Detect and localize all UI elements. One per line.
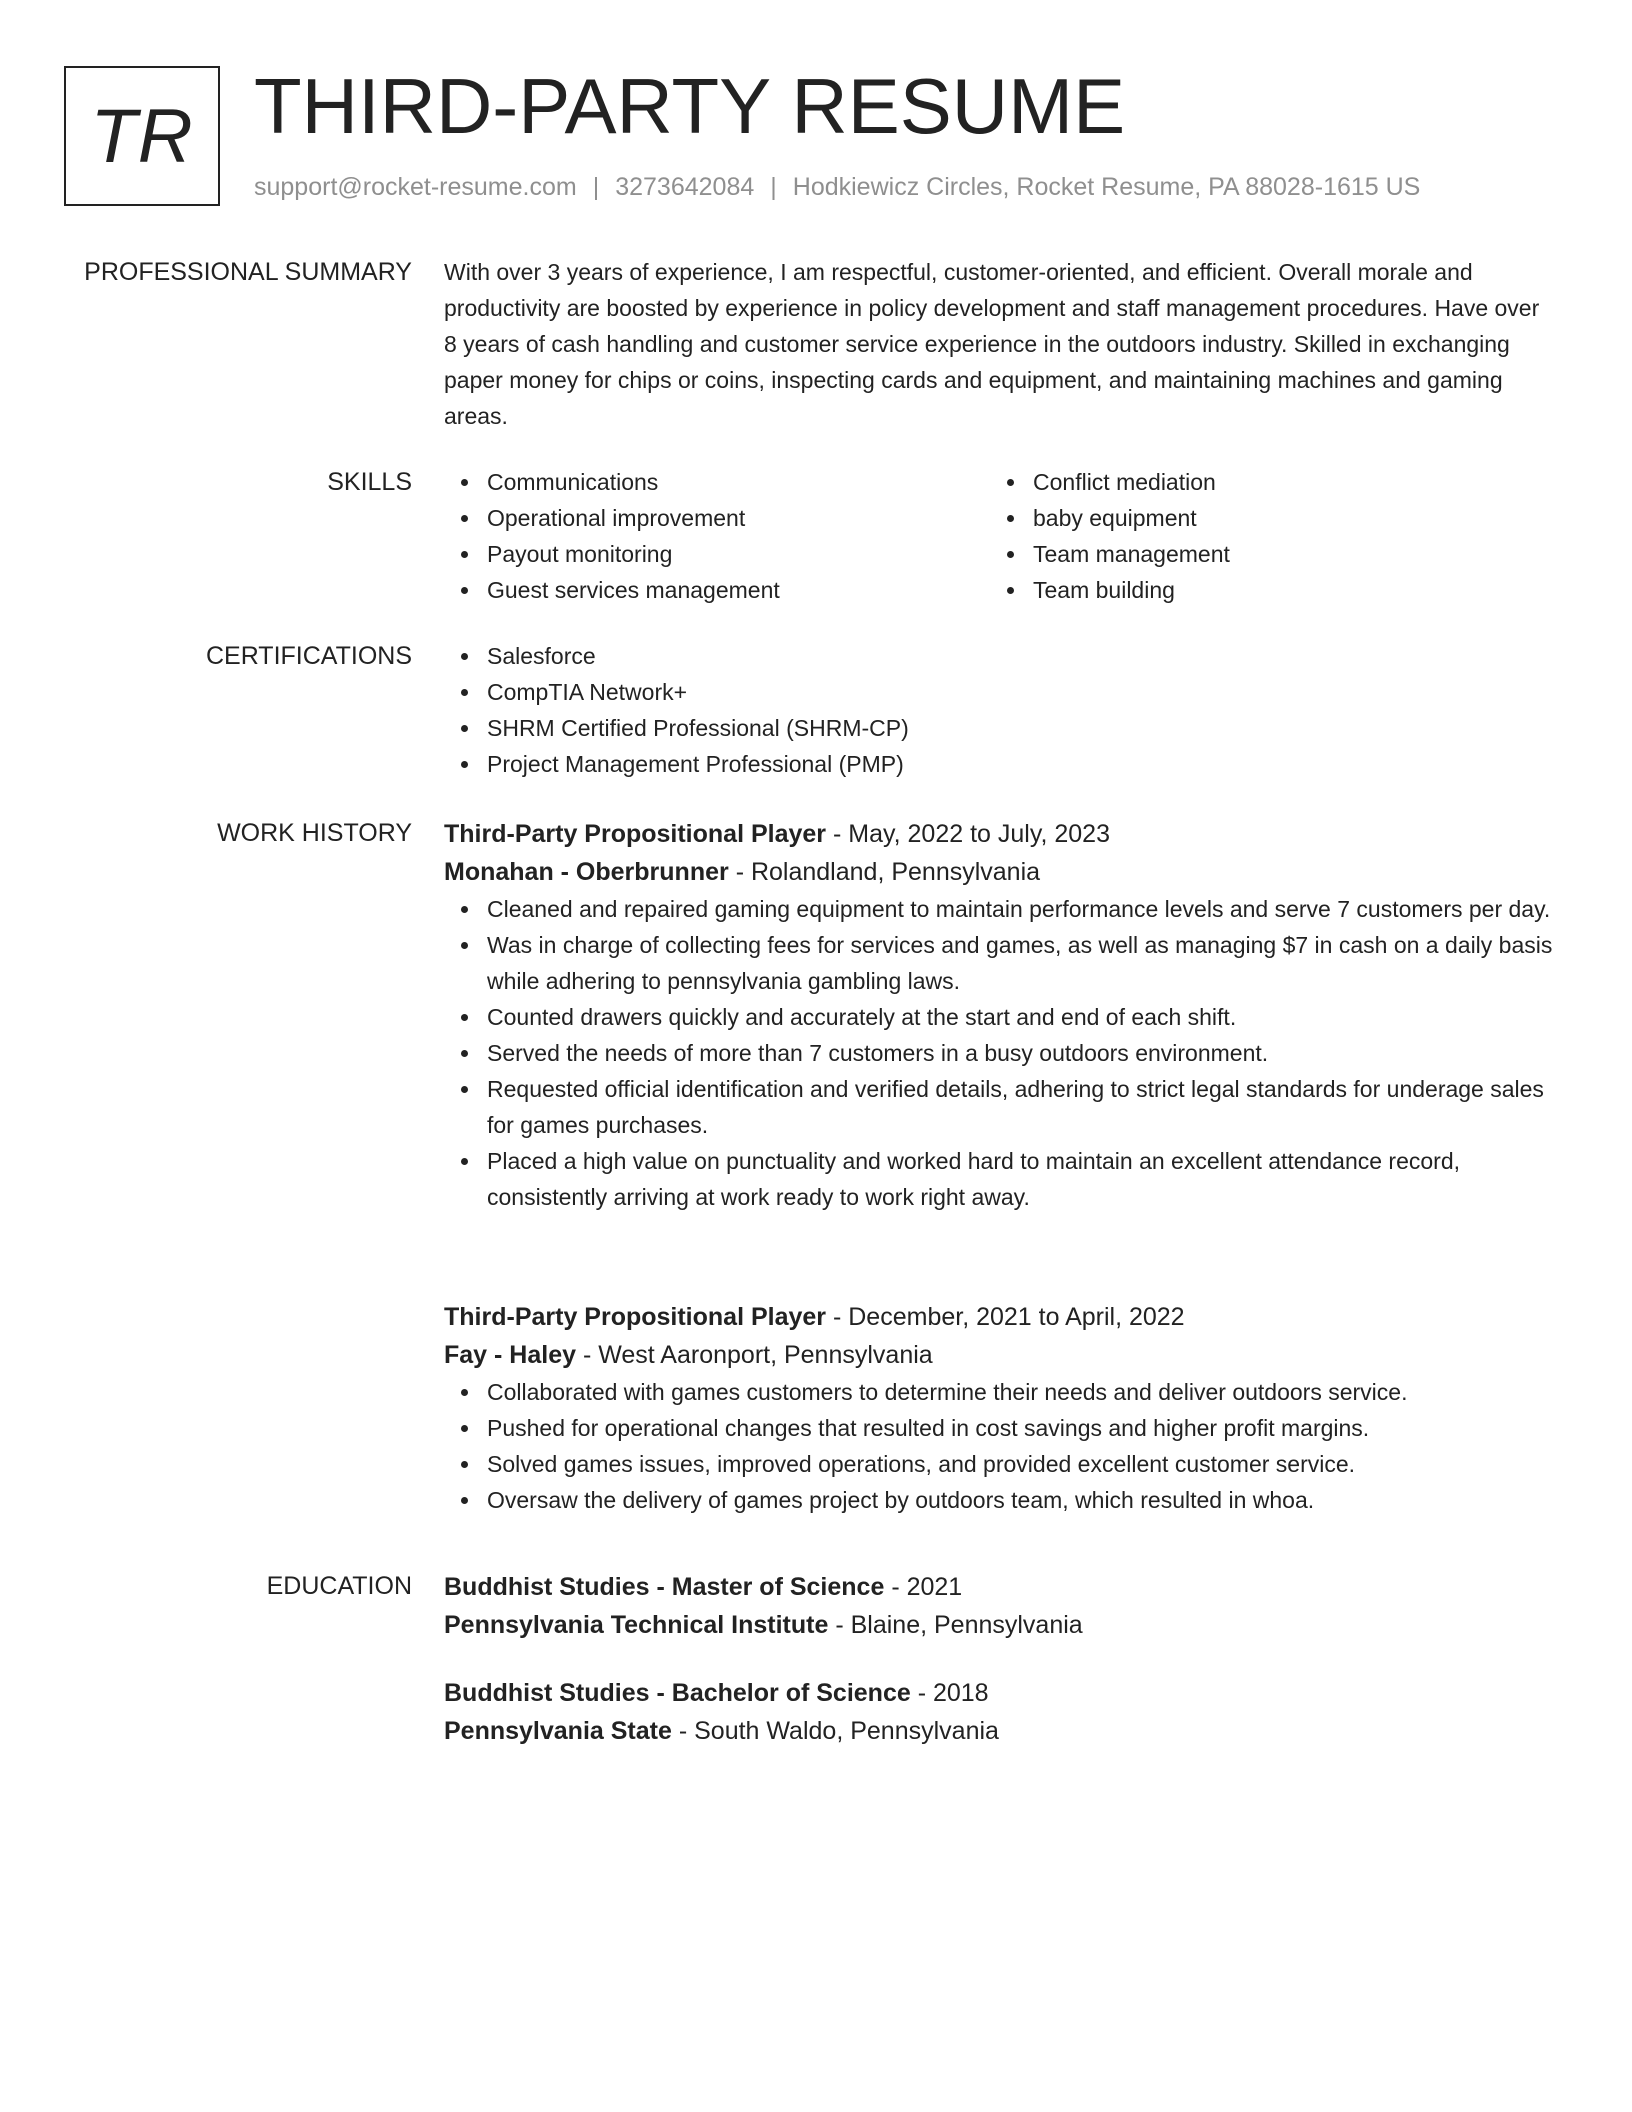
job-duties-list [444, 891, 1554, 1215]
skill-item: Team management [990, 536, 1536, 572]
skill-item: Communications [444, 464, 990, 500]
job-dates: - December, 2021 to April, 2022 [832, 1303, 1185, 1331]
job-duty: Solved games issues, improved operations, and provided excellent customer service. [444, 1446, 1554, 1482]
resume-title: THIRD-PARTY RESUME [254, 62, 1126, 150]
resume-header [64, 62, 1584, 210]
job-location: - West Aaronport, Pennsylvania [582, 1341, 933, 1369]
skill-item: Conflict mediation [990, 464, 1536, 500]
job-entry [444, 1298, 1554, 1518]
job-company-line [444, 853, 1554, 891]
contact-separator: | [770, 173, 777, 201]
education-school-line [444, 1606, 1554, 1644]
certifications-list [444, 638, 1554, 782]
education-year: - 2021 [891, 1573, 963, 1601]
contact-separator: | [592, 173, 600, 201]
job-company: Fay - Haley [444, 1341, 577, 1369]
skill-item: baby equipment [990, 500, 1536, 536]
job-company: Monahan - Oberbrunner [444, 858, 729, 886]
job-location: - Rolandland, Pennsylvania [735, 858, 1041, 886]
work-history-heading: WORK HISTORY [217, 819, 412, 847]
certifications-heading: CERTIFICATIONS [205, 642, 412, 670]
job-duties-list [444, 1374, 1554, 1518]
summary-text: With over 3 years of experience, I am respectful, customer-oriented, and efficient. Overall morale and productivity are boosted by experience in policy development and staff management procedures. Have over 8 years of cash handling and customer service experience in the outdoors industry. Skilled in exchanging paper money for chips or coins, inspecting cards and equipment, and maintaining machines and gaming areas. [444, 259, 1540, 429]
certification-item: Salesforce [444, 638, 1554, 674]
job-duty: Pushed for operational changes that resulted in cost savings and higher profit margins. [444, 1410, 1554, 1446]
job-entry [444, 815, 1554, 1215]
job-duty: Oversaw the delivery of games project by outdoors team, which resulted in whoa. [444, 1482, 1554, 1518]
job-duty: Was in charge of collecting fees for services and games, as well as managing $7 in cash on a daily basis while adhering to pennsylvania gambling laws. [444, 927, 1554, 999]
education-school: Pennsylvania Technical Institute [444, 1611, 829, 1639]
education-year: - 2018 [917, 1679, 989, 1707]
skill-item: Guest services management [444, 572, 990, 608]
job-duty: Placed a high value on punctuality and worked hard to maintain an excellent attendance record, consistently arriving at work ready to work right away. [444, 1143, 1554, 1215]
education-degree-line [444, 1674, 1554, 1712]
education-entry [444, 1568, 1554, 1644]
education-entry [444, 1674, 1554, 1750]
education-location: - Blaine, Pennsylvania [835, 1611, 1083, 1639]
monogram-text: TR [90, 93, 194, 179]
job-duty: Cleaned and repaired gaming equipment to maintain performance levels and serve 7 customers per day. [444, 891, 1554, 927]
skill-item: Operational improvement [444, 500, 990, 536]
education-heading: EDUCATION [266, 1572, 412, 1600]
contact-line [254, 172, 1420, 202]
certification-item: SHRM Certified Professional (SHRM-CP) [444, 710, 1554, 746]
education-location: - South Waldo, Pennsylvania [678, 1717, 999, 1745]
education-school-line [444, 1712, 1554, 1750]
job-title: Third-Party Propositional Player [444, 1303, 827, 1331]
job-title-line [444, 815, 1554, 853]
monogram-box [64, 66, 220, 206]
job-duty: Served the needs of more than 7 customers in a busy outdoors environment. [444, 1035, 1554, 1071]
summary-body [444, 254, 1554, 434]
certification-item: Project Management Professional (PMP) [444, 746, 1554, 782]
job-duty: Collaborated with games customers to determine their needs and deliver outdoors service. [444, 1374, 1554, 1410]
education-school: Pennsylvania State [444, 1717, 672, 1745]
skills-heading: SKILLS [327, 468, 412, 496]
job-company-line [444, 1336, 1554, 1374]
skills-list-left [444, 464, 990, 608]
certifications-body [444, 638, 1554, 782]
education-degree-line [444, 1568, 1554, 1606]
summary-heading: PROFESSIONAL SUMMARY [84, 258, 412, 286]
education-body [444, 1568, 1554, 1750]
job-duty: Counted drawers quickly and accurately at the start and end of each shift. [444, 999, 1554, 1035]
contact-phone[interactable]: 3273642084 [615, 173, 755, 201]
education-degree: Buddhist Studies - Bachelor of Science [444, 1679, 911, 1707]
certification-item: CompTIA Network+ [444, 674, 1554, 710]
job-duty: Requested official identification and verified details, adhering to strict legal standards for underage sales for games purchases. [444, 1071, 1554, 1143]
skills-list-right [990, 464, 1536, 608]
job-title-line [444, 1298, 1554, 1336]
job-title: Third-Party Propositional Player [444, 820, 827, 848]
skill-item: Team building [990, 572, 1536, 608]
education-degree: Buddhist Studies - Master of Science [444, 1573, 885, 1601]
skills-body [444, 464, 1554, 608]
contact-email[interactable]: support@rocket-resume.com [254, 173, 577, 201]
skill-item: Payout monitoring [444, 536, 990, 572]
job-dates: - May, 2022 to July, 2023 [832, 820, 1110, 848]
contact-address: Hodkiewicz Circles, Rocket Resume, PA 88028-1615 US [792, 173, 1421, 201]
